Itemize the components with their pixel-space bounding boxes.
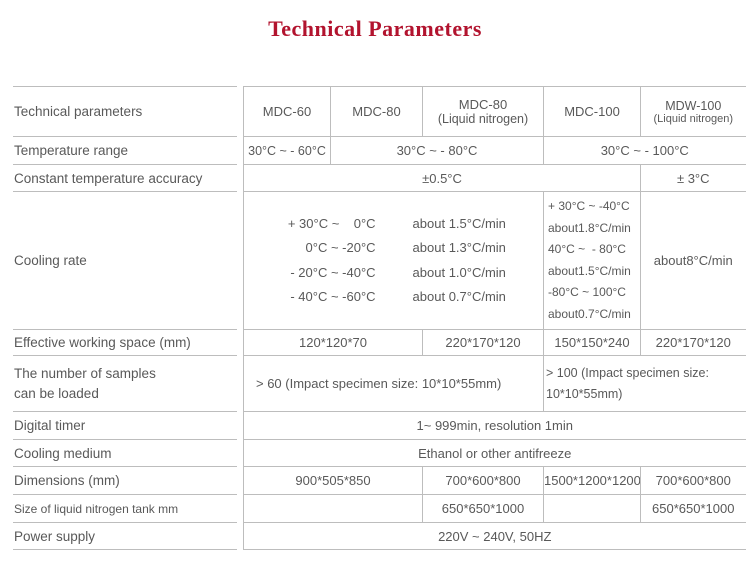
spec-data-table: [243, 86, 746, 550]
cooling-range: - 20°C ~ -40°C: [290, 264, 376, 280]
cell-ln-tank-mdw100: 650*650*1000: [641, 495, 746, 523]
cell-cooling-rate-mdc100: [544, 192, 641, 330]
cell-dimensions-mdc80ln: 700*600*800: [423, 467, 544, 495]
cell-digital-timer: 1~ 999min, resolution 1min: [244, 412, 746, 440]
cooling-rate-line: [244, 285, 543, 310]
cooling-mdc100-line: about0.7°C/min: [548, 306, 631, 321]
cell-dimensions-mdc60-80: 900*505*850: [244, 467, 423, 495]
row-label-cooling-medium: Cooling medium: [13, 440, 237, 467]
row-label-temperature-range: Temperature range: [13, 137, 237, 165]
cell-cooling-medium: Ethanol or other antifreeze: [244, 440, 746, 467]
cell-samples-right: > 100 (Impact specimen size: 10*10*55mm): [544, 356, 746, 412]
samples-label-line1: The number of samples: [14, 365, 156, 381]
row-label-constant-temperature-accuracy: Constant temperature accuracy: [13, 165, 237, 192]
cell-ln-tank-mdc80ln: 650*650*1000: [423, 495, 544, 523]
mdc-80-ln-label: MDC-80: [458, 97, 508, 112]
col-header-mdc-80: [331, 87, 423, 137]
cell-accuracy-mdw100: ± 3°C: [641, 165, 746, 192]
col-header-mdc-100: [544, 87, 641, 137]
row-label-cooling-rate: Cooling rate: [13, 192, 237, 330]
cooling-mdc100-line: 40°C ~ - 80°C: [548, 242, 626, 256]
cooling-mdc100-line: + 30°C ~ -40°C: [548, 199, 630, 213]
col-header-mdc-60: [244, 87, 331, 137]
row-label-ln-tank-size: Size of liquid nitrogen tank mm: [13, 495, 237, 523]
cell-ln-tank-empty-mdc100: [544, 495, 641, 523]
cell-dimensions-mdc100: 1500*1200*1200: [544, 467, 641, 495]
cooling-rate-line: [244, 212, 543, 237]
cooling-mdc100-line: about1.8°C/min: [548, 220, 631, 235]
col-header-mdw-100-liquid-nitrogen: [641, 87, 746, 137]
mdc-80-ln-sublabel: (Liquid nitrogen): [437, 112, 529, 126]
cell-temp-range-mdc100-group: 30°C ~ - 100°C: [544, 137, 746, 165]
page-title: Technical Parameters: [268, 16, 482, 41]
cell-accuracy-standard: ±0.5°C: [244, 165, 641, 192]
cell-ln-tank-empty-left: [244, 495, 423, 523]
row-label-number-of-samples: [13, 356, 237, 412]
cell-power-supply: 220V ~ 240V, 50HZ: [244, 523, 746, 550]
row-label-column: [13, 86, 237, 550]
row-label-dimensions: Dimensions (mm): [13, 467, 237, 495]
col-header-mdc-80-liquid-nitrogen: [423, 87, 544, 137]
cooling-rate-line: [244, 261, 543, 286]
mdc-100-label: MDC-100: [564, 104, 620, 119]
cell-working-space-mdc80ln: 220*170*120: [423, 330, 544, 356]
cooling-mdc100-line: -80°C ~ 100°C: [548, 285, 626, 299]
mdw-100-label: MDW-100: [665, 99, 722, 113]
cooling-rate-line: [244, 236, 543, 261]
cell-cooling-rate-left: [244, 192, 544, 330]
cooling-range: 0°C ~ -20°C: [305, 240, 376, 255]
samples-label-line2: can be loaded: [14, 385, 99, 401]
row-label-power-supply: Power supply: [13, 523, 237, 550]
mdc-60-label: MDC-60: [262, 104, 312, 119]
cell-cooling-rate-mdw100: about8°C/min: [641, 192, 746, 330]
row-label-technical-parameters: Technical parameters: [13, 87, 237, 137]
row-label-digital-timer: Digital timer: [13, 412, 237, 440]
cell-samples-left: > 60 (Impact specimen size: 10*10*55mm): [244, 356, 544, 412]
cooling-range: + 30°C ~ 0°C: [287, 215, 376, 231]
cell-temp-range-mdc80-group: 30°C ~ - 80°C: [331, 137, 544, 165]
cooling-range: - 40°C ~ -60°C: [290, 289, 376, 304]
cell-working-space-mdc100: 150*150*240: [544, 330, 641, 356]
cooling-rate-value: about 1.0°C/min: [412, 264, 506, 280]
mdc-80-label: MDC-80: [352, 104, 401, 119]
cell-working-space-mdc60-80: 120*120*70: [244, 330, 423, 356]
cooling-rate-value: about 1.3°C/min: [412, 240, 506, 255]
cooling-rate-value: about 0.7°C/min: [412, 289, 506, 304]
cell-temp-range-mdc60: 30°C ~ - 60°C: [244, 137, 331, 165]
cell-dimensions-mdw100: 700*600*800: [641, 467, 746, 495]
mdw-100-sublabel: (Liquid nitrogen): [653, 113, 733, 125]
cell-working-space-mdw100: 220*170*120: [641, 330, 746, 356]
cooling-rate-value: about 1.5°C/min: [412, 215, 506, 231]
cooling-mdc100-line: about1.5°C/min: [548, 263, 631, 278]
row-label-effective-working-space: Effective working space (mm): [13, 330, 237, 356]
